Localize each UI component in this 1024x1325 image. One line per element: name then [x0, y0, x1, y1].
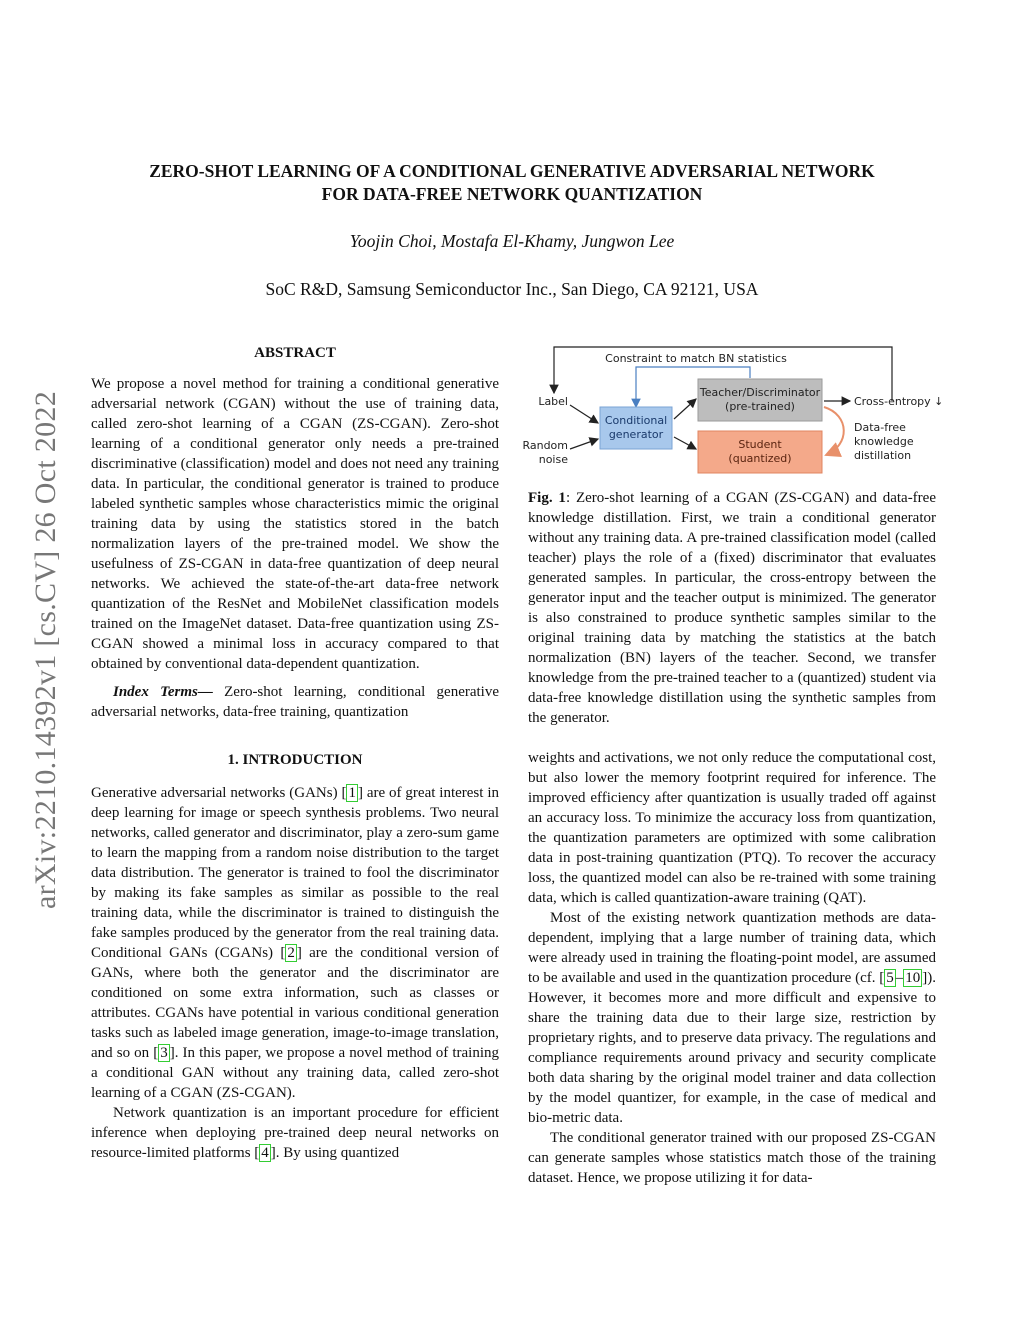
- abstract-heading: ABSTRACT: [254, 345, 336, 361]
- citation-link[interactable]: 1: [348, 785, 356, 801]
- intro-paragraph-3: weights and activations, we not only reduce the computational cost, but also lower the memory footprint required for inference. The improved efficiency after quantization is usually traded off against an accuracy loss. To minimize the accuracy loss from quantization, the quantization parameters are optimized with some calibration data in post-training quantization (PTQ). To recover the accuracy loss, the quantized model can also be re-trained with some training data, which is called quantization-aware training (QAT).: [528, 750, 936, 906]
- intro-paragraph-4: Most of the existing network quantization methods are data-dependent, implying that a large number of training data, which were already used in training the floating-point model, are assumed to be available and used in the quantization procedure (cf. [ 5 – 10 ]). However, it becomes more and more difficult and expensive to share the training data due to their large size, restriction by proprietary rights, and to preserve data privacy. The regulations and compliance requirements around privacy and security complicate both data sharing by the original model trainer and data collection by the model quantizer, for example, in the case of medical and bio-metric data.: [528, 910, 936, 1126]
- caption-text: : Zero-shot learning of a CGAN (ZS-CGAN) and data-free knowledge distillation. First, we train a conditional generator without any training data. A pre-trained classification model (called teacher) plays the role of a (fixed) discriminator that evaluates generated samples. In particular, the cross-entropy between the generator input and the teacher output is minimized. The generator is also constrained to produce synthetic samples similar to the original training data by matching the statistics at the batch normalization (BN) layers of the teacher. Second, we transfer knowledge from the pre-trained teacher to a (quantized) student via data-free knowledge distillation using the synthetic samples from the generator.: [528, 490, 936, 726]
- citation-link[interactable]: 2: [287, 945, 295, 961]
- student-label-2: (quantized): [728, 452, 792, 465]
- citation-link[interactable]: 3: [160, 1045, 168, 1061]
- right-column: [522, 345, 944, 1188]
- title-line-2: FOR DATA-FREE NETWORK QUANTIZATION: [321, 184, 703, 204]
- abstract-text: We propose a novel method for training a conditional generative adversarial network (CGAN) without the use of training data, called zero-shot learning of a CGAN (ZS-CGAN). Zero-shot learning of a conditional generator only needs a pre-trained discriminative (classification) model and does not need any training data. In particular, the conditional generator is trained to produce labeled synthetic samples whose characteristics mimic the original training data by using the statistics stored in the batch normalization layers of the pre-trained model. We show the usefulness of ZS-CGAN in data-free quantization of deep neural networks. We achieved the state-of-the-art data-free network quantization of the ResNet and MobileNet classification models trained on the ImageNet dataset. Data-free quantization using ZS-CGAN showed a minimal loss in accuracy compared to that obtained by conventional data-dependent quantization.: [91, 376, 499, 672]
- kd-label-1: Data-free: [854, 421, 906, 434]
- left-column: [91, 345, 499, 1163]
- paper-title: [60, 160, 964, 206]
- gen-to-teacher-arrow: [674, 399, 696, 419]
- teacher-label-2: (pre-trained): [725, 400, 795, 413]
- index-terms-label: Index Terms—: [113, 684, 213, 700]
- figure-caption: [528, 488, 936, 728]
- generator-label-1: Conditional: [604, 414, 668, 427]
- caption-label: Fig. 1: [528, 490, 566, 506]
- citation-link[interactable]: 5: [886, 970, 894, 986]
- label-input-text: Label: [538, 395, 568, 408]
- kd-arrow: [824, 407, 844, 455]
- citation-link[interactable]: 10: [905, 970, 921, 986]
- intro-paragraph-1: Generative adversarial networks (GANs) [ 1 ] are of great interest in deep learning for image or speech synthesis problems. Two neural networks, called generator and discriminator, play a zero-sum game to learn the mapping from a random noise distribution to the target data distribution. The generator is trained to fool the discriminator by making its fake samples as similar as possible to the real training data, while the discriminator is trained to distinguish the fake samples produced by the generator from the real training data. Conditional GANs (CGANs) [ 2 ] are the conditional version of GANs, where both the generator and the discriminator are conditioned on some extra information, such as classes or attributes. CGANs have potential in various conditional generation tasks such as labeled image generation, image-to-image translation, and so on [ 3 ]. In this paper, we propose a novel method of training a conditional GAN without any training data, called zero-shot learning of a CGAN (ZS-CGAN).: [91, 785, 499, 1101]
- arxiv-identifier: arXiv:2210.14392v1 [cs.CV] 26 Oct 2022: [29, 391, 62, 910]
- kd-label-3: distillation: [854, 449, 912, 462]
- cross-entropy-label: Cross-entropy ↓: [854, 395, 944, 408]
- teacher-label-1: Teacher/Discriminator: [699, 386, 821, 399]
- noise-input-text-2: noise: [538, 453, 568, 466]
- authors: Yoojin Choi, Mostafa El-Khamy, Jungwon Lee: [349, 231, 675, 251]
- intro-paragraph-2: Network quantization is an important procedure for efficient inference when deploying pre-trained deep neural networks on resource-limited platforms [ 4 ]. By using quantized: [91, 1105, 499, 1161]
- citation-link[interactable]: 4: [261, 1145, 269, 1161]
- constraint-label: Constraint to match BN statistics: [605, 352, 787, 365]
- gen-to-student-arrow: [674, 437, 696, 449]
- kd-label-2: knowledge: [854, 435, 914, 448]
- index-terms-text: Zero-shot learning, conditional generative adversarial networks, data-free training, quantization: [91, 684, 500, 720]
- student-label-1: Student: [738, 438, 782, 451]
- intro-heading: 1. INTRODUCTION: [227, 752, 363, 768]
- affiliation: SoC R&D, Samsung Semiconductor Inc., San Diego, CA 92121, USA: [265, 279, 759, 299]
- noise-input-text-1: Random: [522, 439, 568, 452]
- noise-arrow: [570, 439, 598, 449]
- label-arrow: [570, 405, 598, 423]
- figure-1-diagram: [522, 345, 944, 480]
- generator-label-2: generator: [608, 428, 664, 441]
- zs-cgan-diagram: [522, 345, 944, 480]
- intro-paragraph-5: The conditional generator trained with our proposed ZS-CGAN can generate samples whose statistics match those of the training dataset. Hence, we propose utilizing it for data-: [528, 1130, 936, 1186]
- index-terms: [91, 682, 499, 722]
- title-line-1: ZERO-SHOT LEARNING OF A CONDITIONAL GENERATIVE ADVERSARIAL NETWORK: [149, 161, 875, 181]
